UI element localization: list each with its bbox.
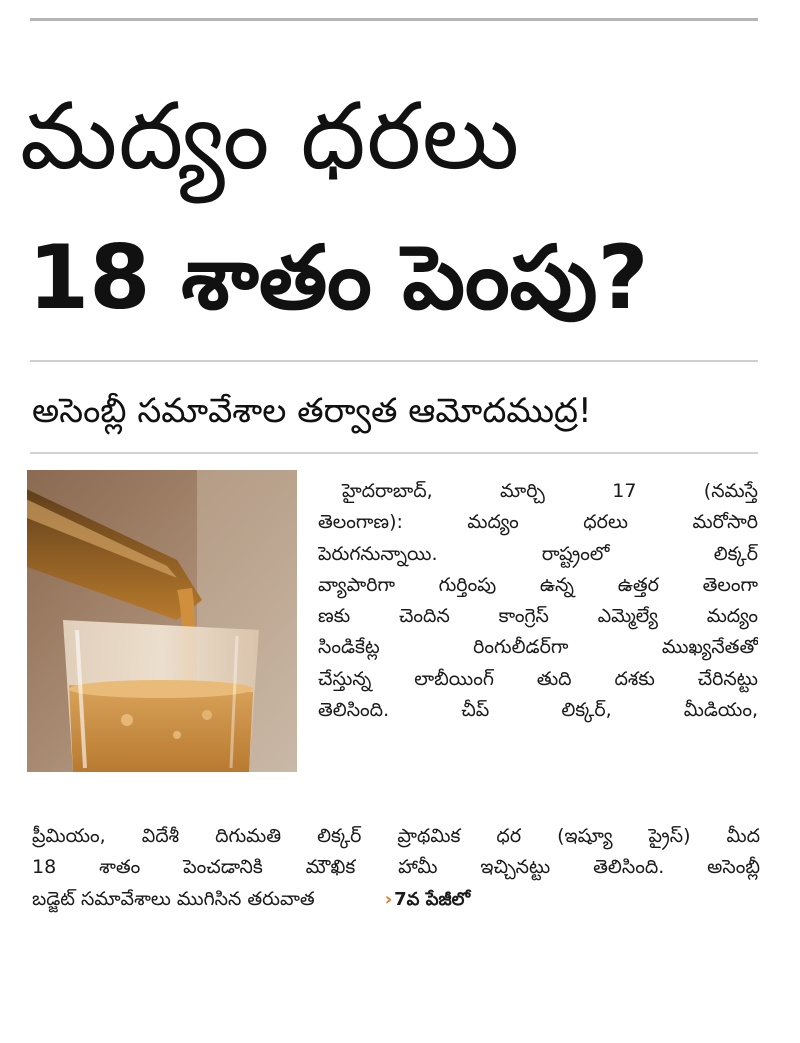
article-line: హైదరాబాద్, మార్చి 17 (నమస్తే <box>342 480 758 502</box>
article-line: తెలిసింది. చీప్ లిక్కర్, మీడియం, <box>318 699 758 722</box>
divider-rule <box>30 360 758 362</box>
article-line: ణకు చెందిన కాంగ్రెస్ ఎమ్మెల్యే మద్యం <box>318 605 758 628</box>
article-last-line <box>32 884 760 915</box>
headline-line-2: 18 శాతం పెంపు? <box>28 226 649 329</box>
chevron-right-icon: › <box>384 888 393 910</box>
liquor-pour-image <box>27 470 297 772</box>
article-photo <box>27 470 297 772</box>
divider-rule <box>30 452 758 454</box>
article-line: పెరుగనున్నాయి. రాష్ట్రంలో లిక్కర్ <box>318 542 758 565</box>
article-line: తెలంగాణ): మద్యం ధరలు మరోసారి <box>318 511 758 534</box>
article-line: చేస్తున్న లాబీయింగ్ తుది దశకు చేరినట్టు <box>318 667 758 690</box>
article-line: వ్యాపారిగా గుర్తింపు ఉన్న ఉత్తర తెలంగా <box>318 573 758 596</box>
article-line-text: బడ్జెట్ సమావేశాలు ముగిసిన తరువాత <box>32 887 315 910</box>
top-rule <box>30 18 758 21</box>
article-line: సిండికేట్ల రింగులీడర్‌గా ముఖ్యనేతతో <box>318 636 758 659</box>
article-body-right-column <box>318 476 758 726</box>
article-body-full-width <box>32 821 760 915</box>
subheadline: అసెంబ్లీ సమావేశాల తర్వాత ఆమోదముద్ర! <box>32 391 592 431</box>
continue-on-page-link[interactable] <box>385 884 471 915</box>
continue-label: 7వ పేజీలో <box>394 888 471 910</box>
article-line: 18 శాతం పెంచడానికి మౌఖిక హామీ ఇచ్చినట్టు తెలిసింది. అసెంబ్లీ <box>32 856 760 879</box>
headline-line-1: మద్యం ధరలు <box>20 83 521 190</box>
article-line: ప్రీమియం, విదేశీ దిగుమతి లిక్కర్ ప్రాథమిక ధర (ఇష్యూ ప్రైస్) మీద <box>32 825 760 847</box>
